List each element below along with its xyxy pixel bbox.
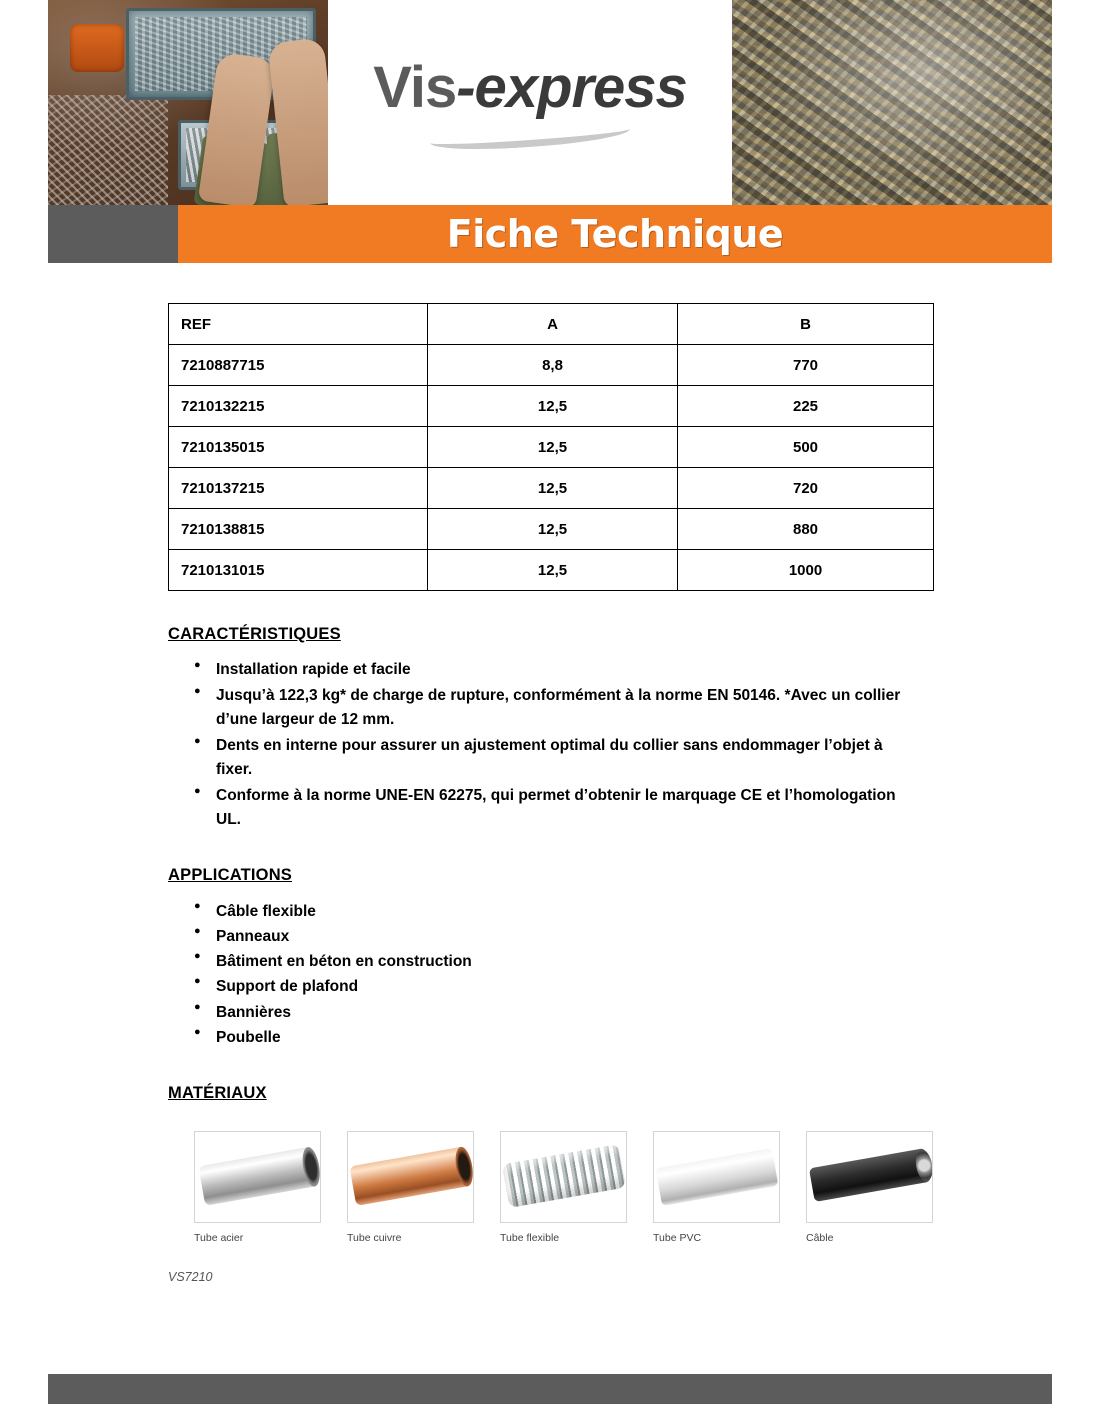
section-heading-materials: MATÉRIAUX xyxy=(168,1083,267,1102)
cell-ref: 7210132215 xyxy=(169,386,428,427)
document-title-bar xyxy=(178,205,1052,263)
column-header-b: B xyxy=(678,304,934,345)
cell-b: 1000 xyxy=(678,550,934,591)
page-title: Fiche Technique xyxy=(446,212,784,256)
column-header-ref: REF xyxy=(169,304,428,345)
cell-a: 12,5 xyxy=(428,468,678,509)
logo-primary-text: Vis xyxy=(373,54,457,120)
screws-photo xyxy=(732,0,1052,205)
table-row xyxy=(169,509,934,550)
material-label: Tube PVC xyxy=(653,1231,702,1244)
cell-b: 880 xyxy=(678,509,934,550)
cell-b: 225 xyxy=(678,386,934,427)
list-item: ● Poubelle xyxy=(216,1025,916,1050)
material-label: Tube flexible xyxy=(500,1231,560,1244)
pvc-tube-icon xyxy=(653,1131,780,1223)
page-header xyxy=(48,0,1052,205)
page-margin-left xyxy=(0,0,48,1422)
cell-b: 720 xyxy=(678,468,934,509)
material-item xyxy=(194,1131,321,1244)
material-item xyxy=(653,1131,780,1244)
cell-a: 12,5 xyxy=(428,550,678,591)
cable-icon xyxy=(806,1131,933,1223)
workbench-photo xyxy=(48,0,328,205)
cell-ref: 7210135015 xyxy=(169,427,428,468)
logo-secondary-text: -express xyxy=(456,54,687,120)
list-item: ● Dents en interne pour assurer un ajustement optimal du collier sans endommager l’objet à fixer. xyxy=(216,734,916,782)
cell-b: 770 xyxy=(678,345,934,386)
section-heading-characteristics: CARACTÉRISTIQUES xyxy=(168,625,341,643)
table-row xyxy=(169,550,934,591)
logo-swoosh-icon xyxy=(429,118,630,154)
cell-a: 12,5 xyxy=(428,427,678,468)
material-item xyxy=(347,1131,474,1244)
flexible-tube-icon xyxy=(500,1131,627,1223)
materials-gallery xyxy=(194,1131,932,1244)
table-row xyxy=(169,345,934,386)
cell-ref: 7210887715 xyxy=(169,345,428,386)
orange-tool-icon xyxy=(70,24,124,72)
cell-a: 12,5 xyxy=(428,386,678,427)
list-item: ● Conforme à la norme UNE-EN 62275, qui permet d’obtenir le marquage CE et l’homologation UL. xyxy=(216,784,916,832)
table-row xyxy=(169,427,934,468)
material-label: Tube cuivre xyxy=(347,1231,402,1244)
document-code: VS7210 xyxy=(168,1269,213,1284)
page-margin-right xyxy=(1052,0,1100,1422)
list-item: ● Installation rapide et facile xyxy=(216,658,916,682)
cell-ref: 7210131015 xyxy=(169,550,428,591)
list-item: ● Panneaux xyxy=(216,924,916,949)
applications-list xyxy=(194,899,932,1050)
list-item: ● Câble flexible xyxy=(216,899,916,924)
material-label: Tube acier xyxy=(194,1231,244,1244)
material-item xyxy=(806,1131,933,1244)
cell-ref: 7210137215 xyxy=(169,468,428,509)
material-label: Câble xyxy=(806,1231,834,1244)
list-item: ● Jusqu’à 122,3 kg* de charge de rupture, conformément à la norme EN 50146. *Avec un collier d’une largeur de 12 mm. xyxy=(216,684,916,732)
list-item: ● Support de plafond xyxy=(216,974,916,999)
brand-logo xyxy=(328,0,732,205)
material-item xyxy=(500,1131,627,1244)
section-heading-applications: APPLICATIONS xyxy=(168,866,293,885)
steel-tube-icon xyxy=(194,1131,321,1223)
list-item: ● Bannières xyxy=(216,1000,916,1025)
cell-a: 8,8 xyxy=(428,345,678,386)
document-body xyxy=(48,263,1052,1284)
page-footer-band xyxy=(48,1374,1052,1404)
copper-tube-icon xyxy=(347,1131,474,1223)
table-row xyxy=(169,386,934,427)
title-band xyxy=(48,205,1052,263)
characteristics-list xyxy=(194,658,932,832)
table-row xyxy=(169,468,934,509)
cell-a: 12,5 xyxy=(428,509,678,550)
table-header-row xyxy=(169,304,934,345)
cell-b: 500 xyxy=(678,427,934,468)
cell-ref: 7210138815 xyxy=(169,509,428,550)
specifications-table xyxy=(168,303,934,591)
list-item: ● Bâtiment en béton en construction xyxy=(216,949,916,974)
column-header-a: A xyxy=(428,304,678,345)
